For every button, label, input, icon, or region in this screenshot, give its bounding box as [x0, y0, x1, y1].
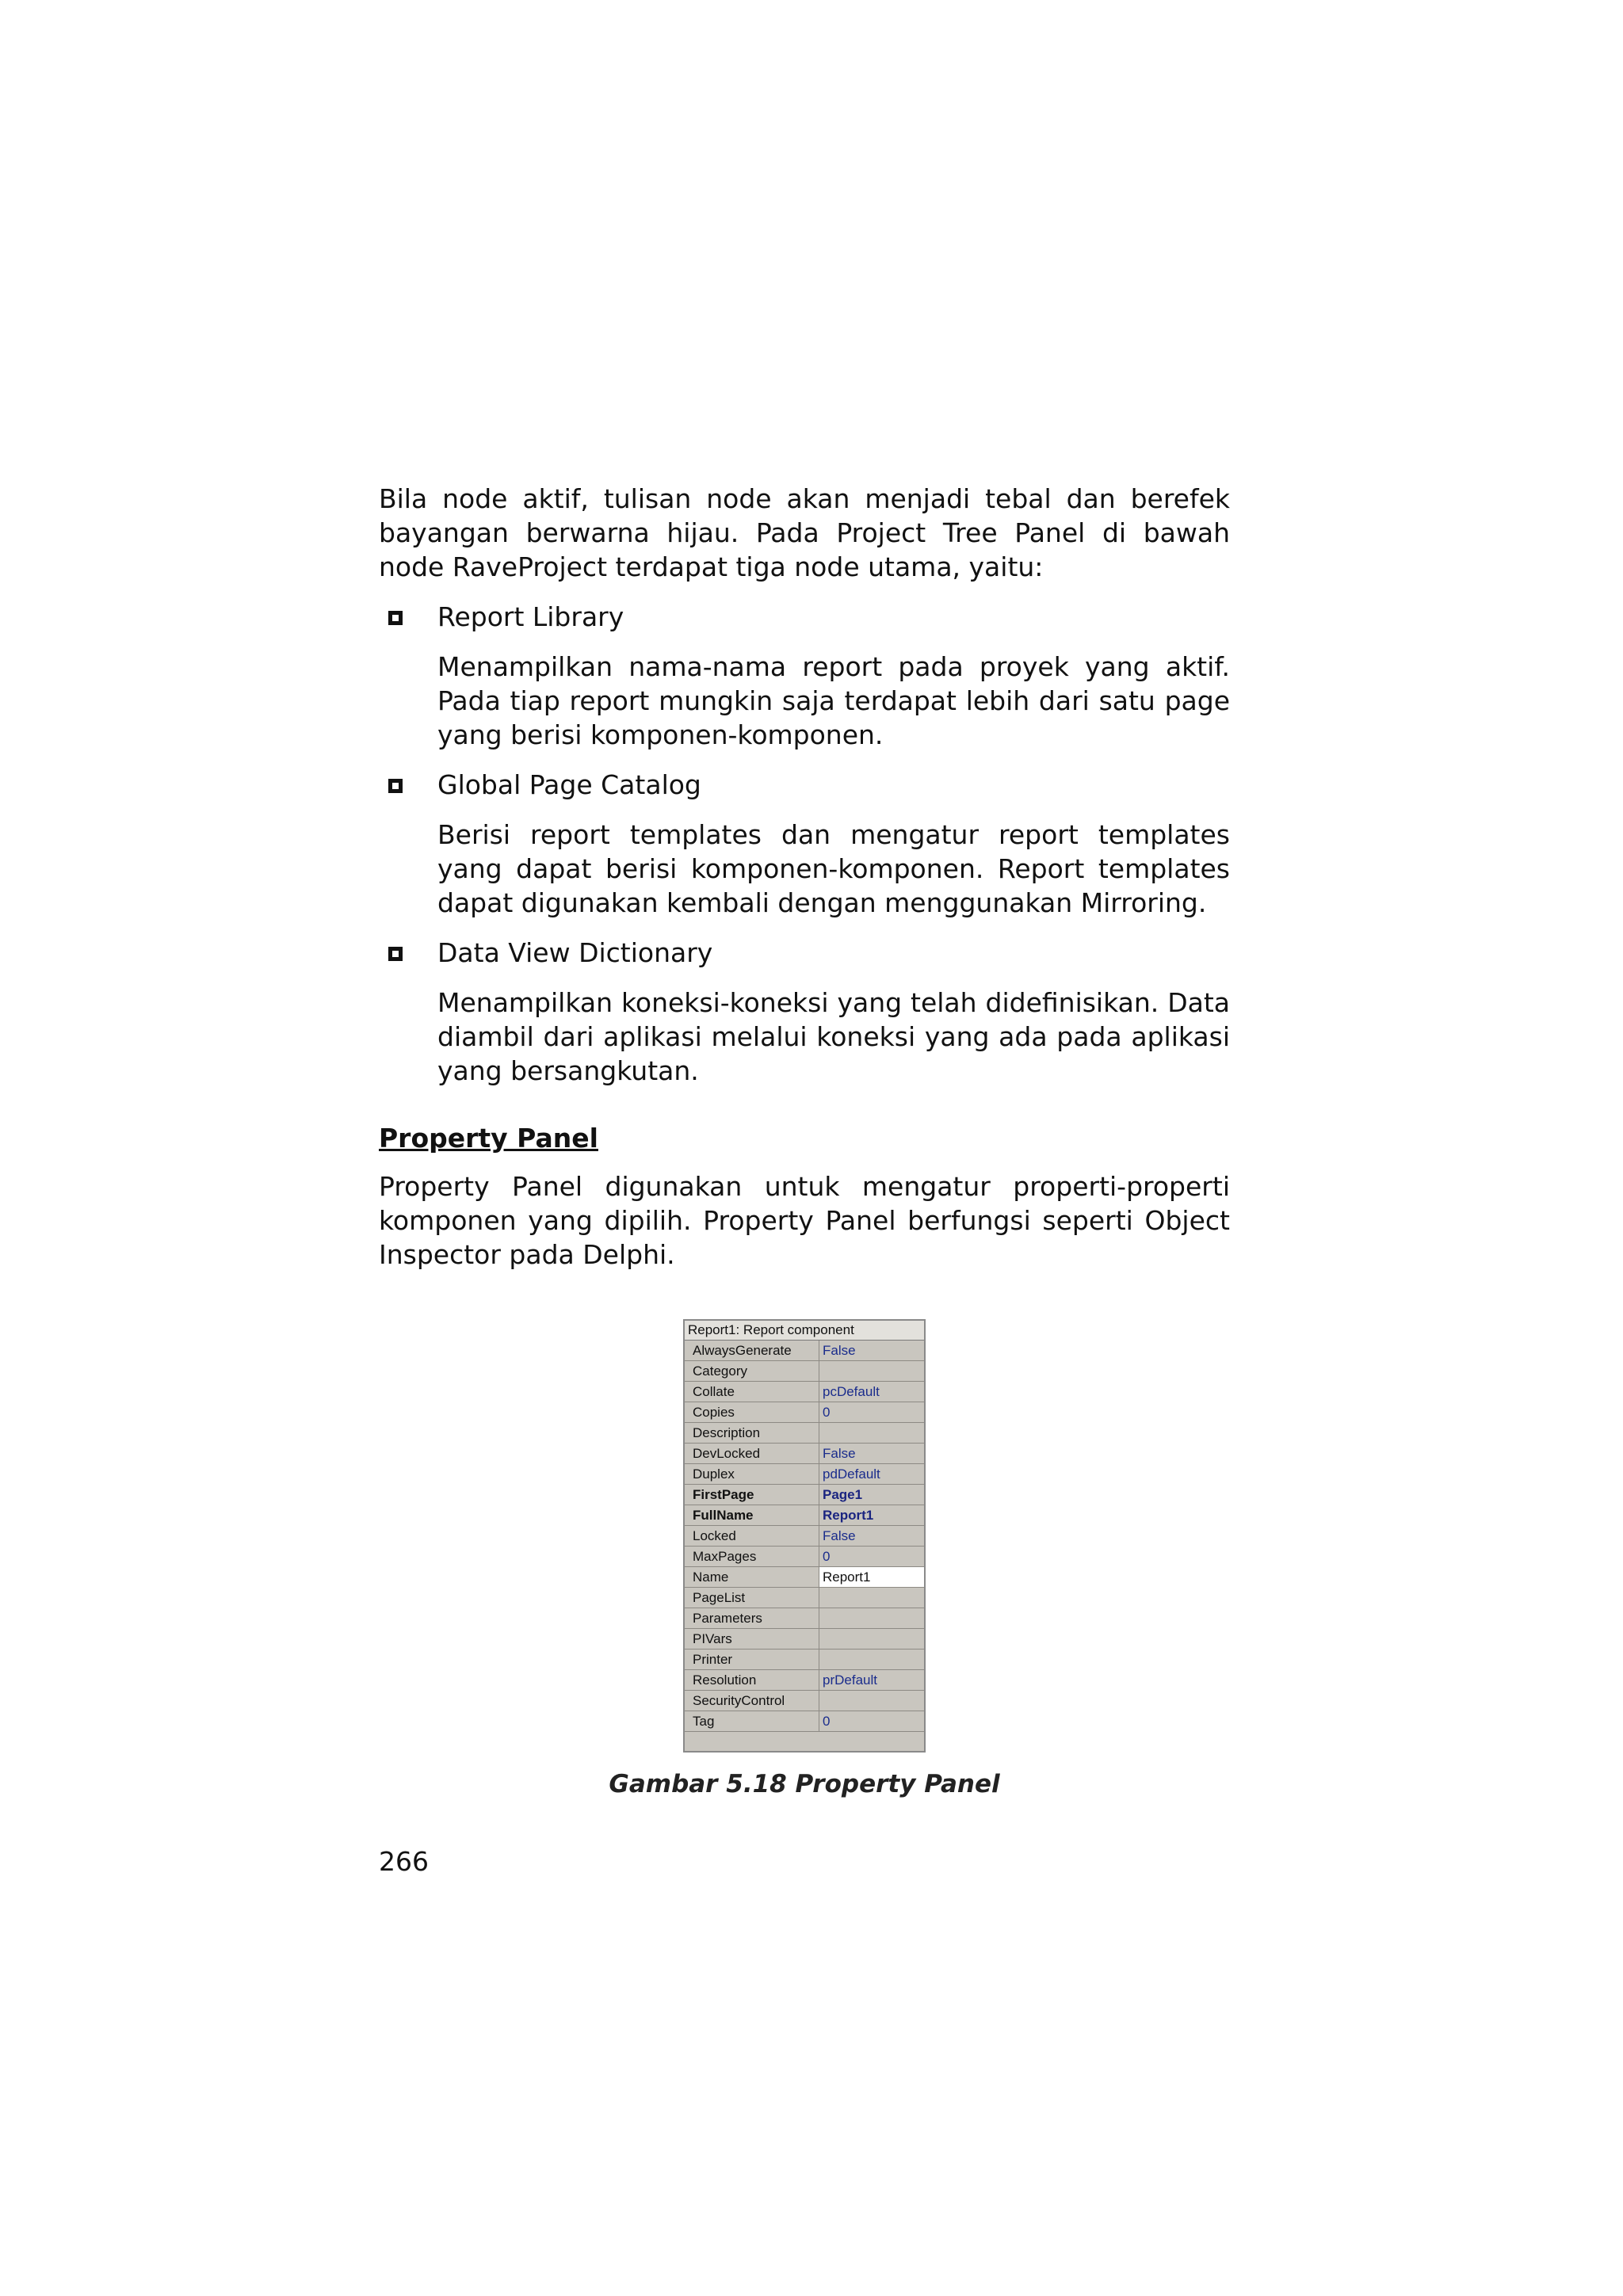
property-row[interactable] — [685, 1608, 924, 1629]
property-row[interactable] — [685, 1711, 924, 1732]
property-row[interactable] — [685, 1547, 924, 1567]
intro-paragraph: Bila node aktif, tulisan node akan menjadi tebal dan berefek bayangan berwarna hijau. Pada Project Tree Panel di bawah node RaveProject terdapat tiga node utama, yaitu: — [379, 483, 1230, 582]
property-row[interactable] — [685, 1341, 924, 1361]
section-heading: Property Panel — [379, 1123, 598, 1154]
property-row[interactable] — [685, 1485, 924, 1505]
bullet-description: Menampilkan nama-nama report pada proyek yang aktif. Pada tiap report mungkin saja terdapat lebih dari satu page yang berisi komponen-komponen. — [437, 651, 1230, 750]
square-bullet-icon — [388, 947, 403, 961]
property-value[interactable] — [819, 1691, 924, 1711]
property-value[interactable] — [819, 1608, 924, 1628]
square-bullet-icon — [388, 779, 403, 793]
property-value[interactable]: False — [823, 1528, 856, 1543]
property-value[interactable]: Page1 — [823, 1487, 863, 1502]
property-row[interactable] — [685, 1361, 924, 1382]
section-paragraph: Property Panel digunakan untuk mengatur properti-properti komponen yang dipilih. Property Panel berfungsi seperti Object Inspector pada Delphi. — [379, 1171, 1230, 1270]
bullet-title: Report Library — [437, 601, 624, 632]
property-value[interactable]: prDefault — [823, 1672, 877, 1688]
property-name: DevLocked — [685, 1444, 819, 1463]
property-name: Collate — [685, 1382, 819, 1402]
property-value-input[interactable]: Report1 — [819, 1567, 924, 1587]
property-name: Copies — [685, 1402, 819, 1422]
property-name: Locked — [685, 1526, 819, 1546]
property-name: PIVars — [685, 1629, 819, 1649]
property-value[interactable]: False — [823, 1446, 856, 1461]
property-value[interactable] — [819, 1650, 924, 1669]
property-row[interactable] — [685, 1670, 924, 1691]
property-value[interactable]: 0 — [823, 1714, 831, 1729]
property-name: Duplex — [685, 1464, 819, 1484]
property-value[interactable]: pcDefault — [823, 1384, 880, 1399]
property-row[interactable] — [685, 1526, 924, 1547]
property-name: AlwaysGenerate — [685, 1341, 819, 1360]
property-row[interactable] — [685, 1423, 924, 1444]
property-panel-figure — [683, 1319, 927, 1753]
property-panel-footer — [685, 1732, 924, 1751]
property-name: Name — [685, 1567, 819, 1587]
property-name: Category — [685, 1361, 819, 1381]
property-value[interactable] — [819, 1361, 924, 1381]
property-value[interactable]: 0 — [823, 1405, 831, 1420]
property-row[interactable] — [685, 1588, 924, 1608]
property-name: FirstPage — [685, 1485, 819, 1505]
property-name: PageList — [685, 1588, 819, 1608]
property-name: FullName — [685, 1505, 819, 1525]
property-value[interactable] — [819, 1588, 924, 1608]
property-row[interactable] — [685, 1505, 924, 1526]
property-row[interactable] — [685, 1691, 924, 1711]
property-value[interactable] — [819, 1423, 924, 1443]
bullet-item — [379, 768, 1230, 802]
property-name: SecurityControl — [685, 1691, 819, 1711]
bullet-description: Menampilkan koneksi-koneksi yang telah didefinisikan. Data diambil dari aplikasi melalui koneksi yang ada pada aplikasi yang bersangkutan. — [437, 987, 1230, 1086]
bullet-title: Data View Dictionary — [437, 937, 713, 968]
bullet-description: Berisi report templates dan mengatur report templates yang dapat berisi komponen-komponen. Report templates dapat digunakan kembali dengan menggunakan Mirroring. — [437, 819, 1230, 918]
property-panel — [683, 1319, 926, 1753]
bullet-title: Global Page Catalog — [437, 769, 701, 800]
figure-caption: Gambar 5.18 Property Panel — [609, 1770, 1000, 1798]
property-name: Printer — [685, 1650, 819, 1669]
property-row[interactable] — [685, 1464, 924, 1485]
property-value[interactable]: False — [823, 1343, 856, 1358]
property-row[interactable] — [685, 1402, 924, 1423]
property-value[interactable] — [819, 1629, 924, 1649]
square-bullet-icon — [388, 611, 403, 625]
property-panel-title: Report1: Report component — [685, 1321, 924, 1341]
property-name: Parameters — [685, 1608, 819, 1628]
property-value[interactable]: Report1 — [823, 1508, 874, 1523]
property-row[interactable] — [685, 1567, 924, 1588]
bullet-item — [379, 600, 1230, 634]
property-name: Tag — [685, 1711, 819, 1731]
property-name: Description — [685, 1423, 819, 1443]
property-row[interactable] — [685, 1650, 924, 1670]
property-row[interactable] — [685, 1444, 924, 1464]
bullet-item — [379, 936, 1230, 970]
property-name: MaxPages — [685, 1547, 819, 1566]
page-body — [379, 482, 1230, 1272]
property-value[interactable]: 0 — [823, 1549, 831, 1564]
page-number: 266 — [379, 1846, 429, 1877]
property-row[interactable] — [685, 1382, 924, 1402]
property-value[interactable]: pdDefault — [823, 1466, 880, 1482]
property-row[interactable] — [685, 1629, 924, 1650]
property-name: Resolution — [685, 1670, 819, 1690]
